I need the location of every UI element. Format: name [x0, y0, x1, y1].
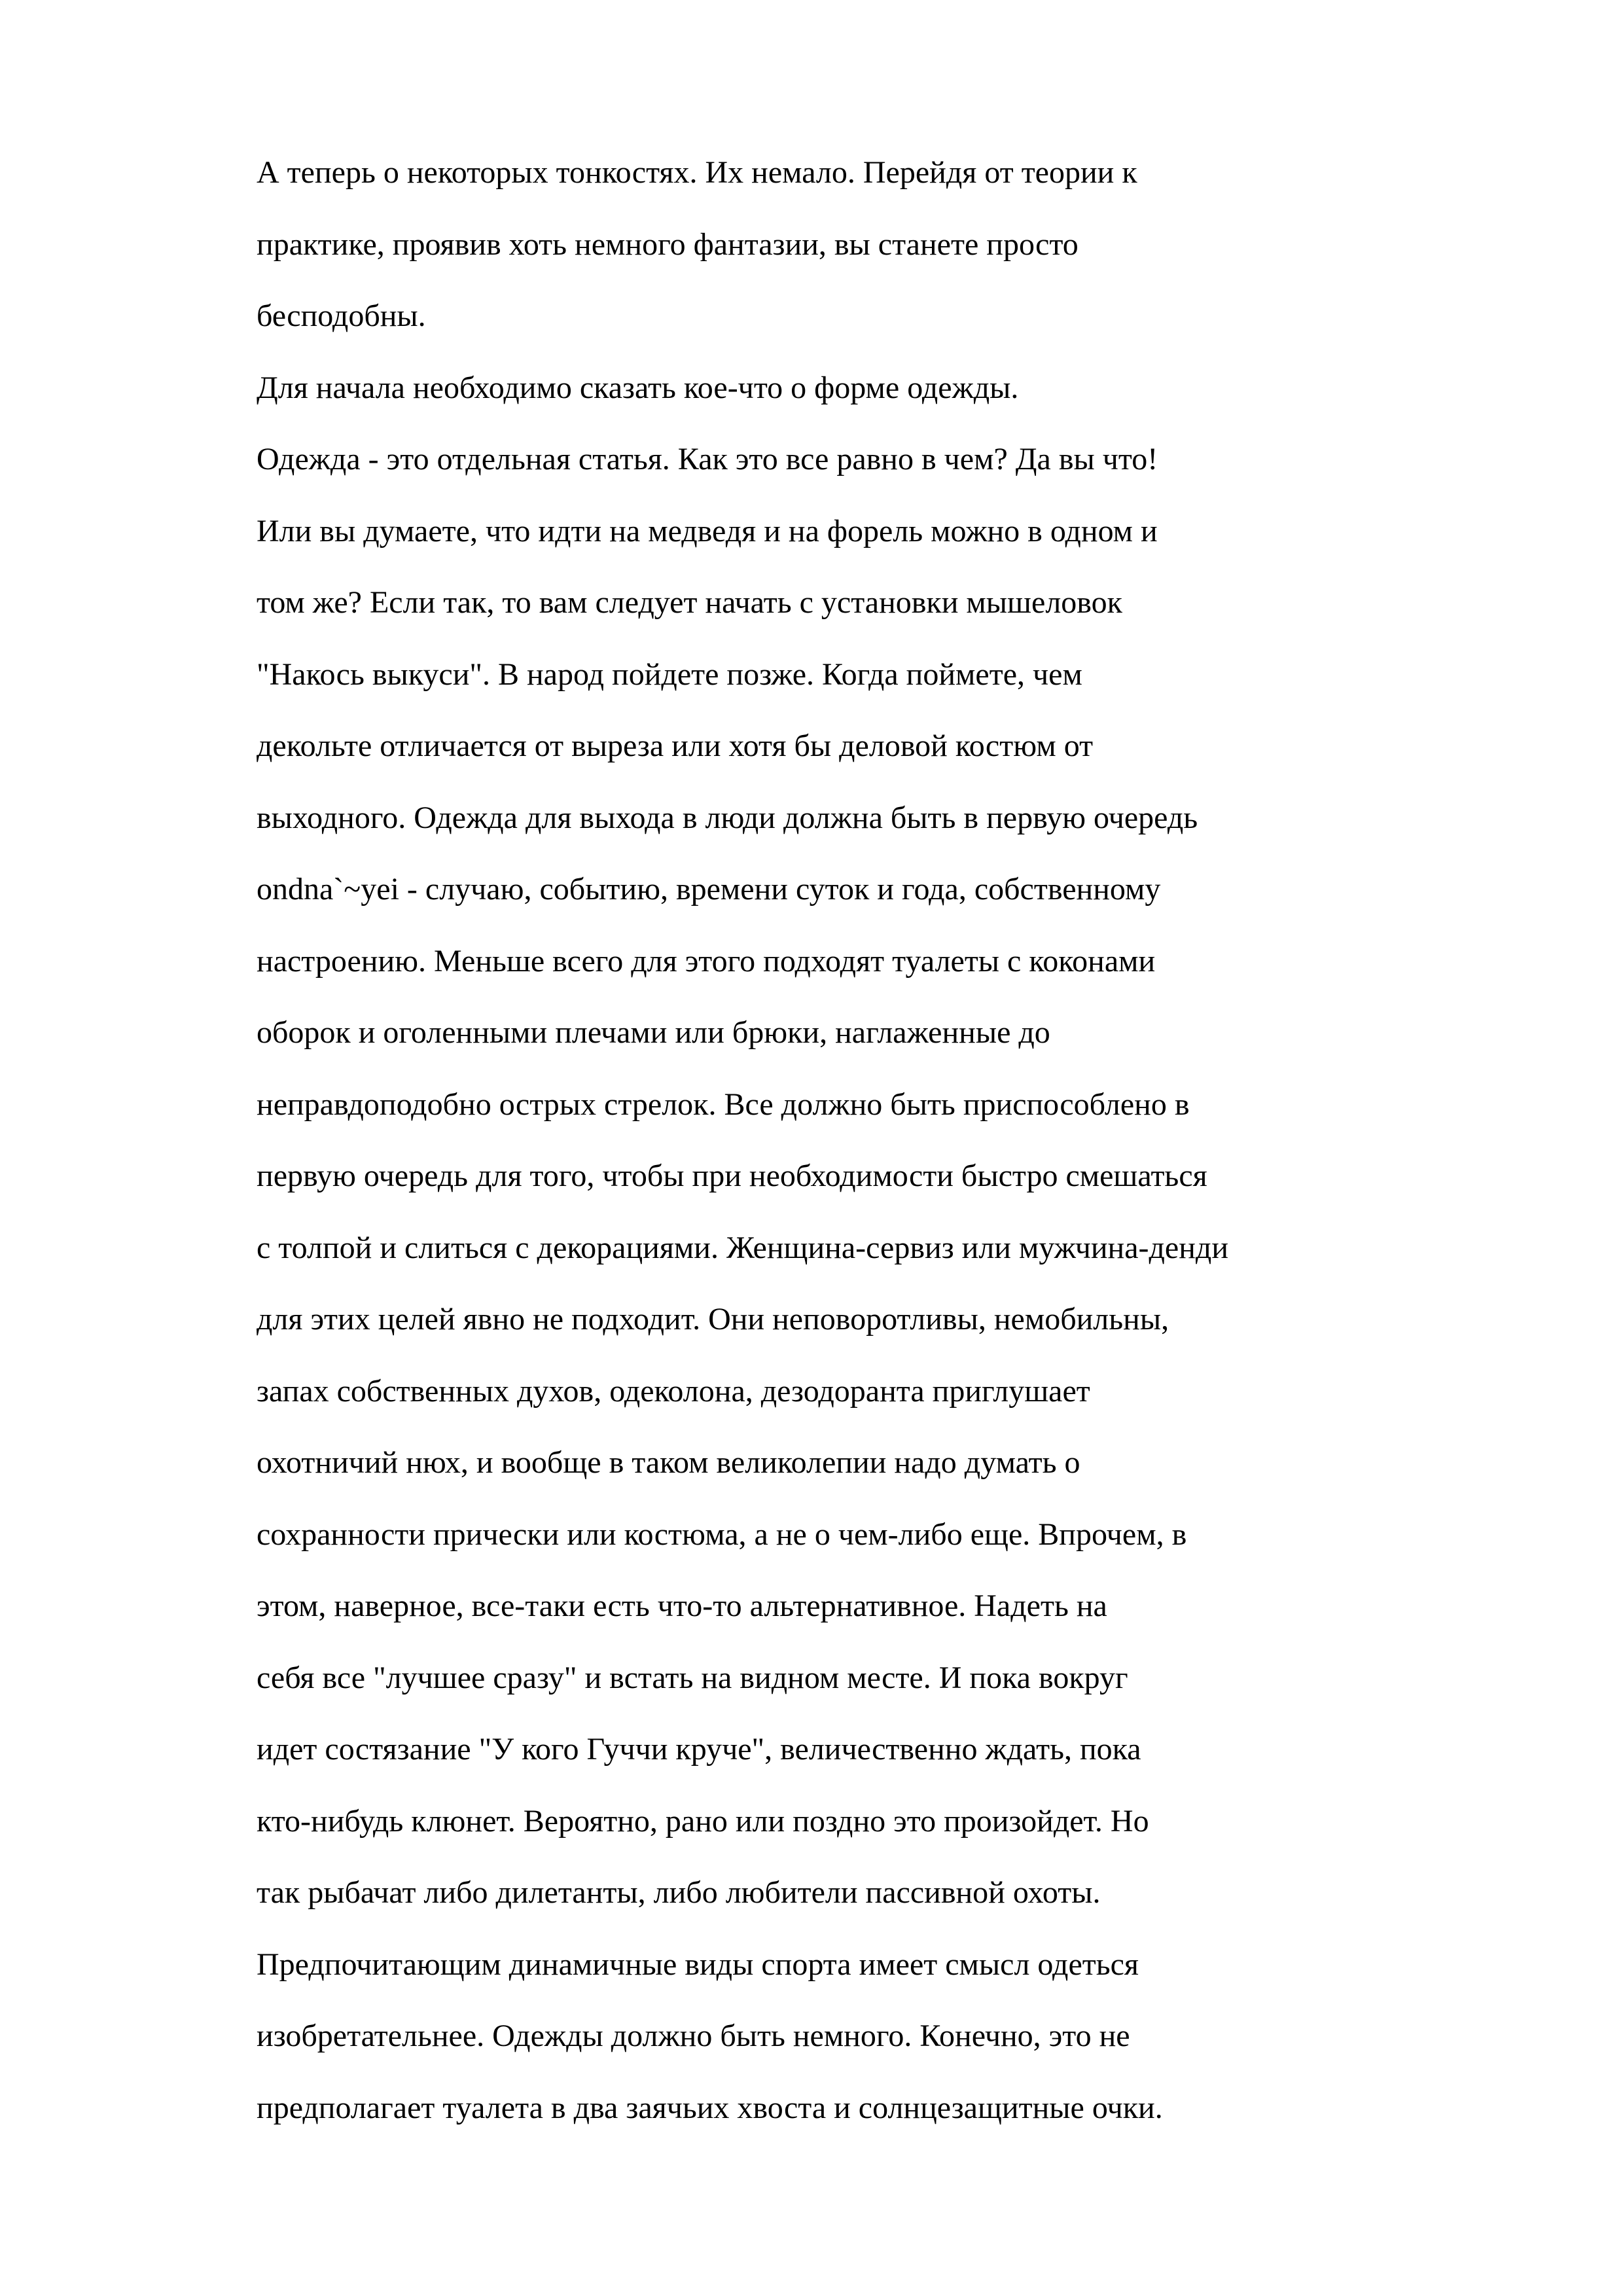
text-line: изобретательнее. Одежды должно быть немного. Конечно, это не: [257, 2018, 1130, 2053]
text-line: так рыбачат либо дилетанты, либо любители пассивной охоты.: [257, 1875, 1101, 1910]
text-line: декольте отличается от выреза или хотя бы деловой костюм от: [257, 728, 1094, 763]
text-line: практике, проявив хоть немного фантазии, вы станете просто: [257, 226, 1079, 262]
text-line: охотничий нюх, и вообще в таком великолепии надо думать о: [257, 1445, 1080, 1480]
text-line: ondna`~yei - случаю, событию, времени суток и года, собственному: [257, 872, 1161, 906]
text-line: предполагает туалета в два заячьих хвоста и солнцезащитные очки.: [257, 2090, 1163, 2125]
text-line: "Накось выкуси". В народ пойдете позже. Когда поймете, чем: [257, 656, 1082, 692]
text-line: идет состязание "У кого Гуччи круче", величественно ждать, пока: [257, 1732, 1141, 1767]
text-line: неправдоподобно острых стрелок. Все должно быть приспособлено в: [257, 1086, 1190, 1122]
text-line: сохранности прически или костюма, а не о чем-либо еще. Впрочем, в: [257, 1516, 1187, 1552]
text-line: бесподобны.: [257, 298, 426, 333]
text-line: выходного. Одежда для выхода в люди должна быть в первую очередь: [257, 800, 1198, 835]
text-line: том же? Если так, то вам следует начать с установки мышеловок: [257, 585, 1122, 620]
text-line: настроению. Меньше всего для этого подходят туалеты с коконами: [257, 943, 1156, 978]
text-line: кто-нибудь клюнет. Вероятно, рано или поздно это произойдет. Но: [257, 1803, 1149, 1839]
text-line: первую очередь для того, чтобы при необходимости быстро смешаться: [257, 1158, 1207, 1193]
text-line: Одежда - это отдельная статья. Как это все равно в чем? Да вы что!: [257, 442, 1158, 476]
text-line: себя все "лучшее сразу" и встать на видном месте. И пока вокруг: [257, 1660, 1128, 1695]
text-line: запах собственных духов, одеколона, дезодоранта приглушает: [257, 1373, 1090, 1408]
body-text: [257, 152, 1421, 2159]
text-line: Предпочитающим динамичные виды спорта имеет смысл одеться: [257, 1946, 1139, 1982]
text-line: с толпой и слиться с декорациями. Женщина-сервиз или мужчина-денди: [257, 1230, 1229, 1265]
text-line: Для начала необходимо сказать кое-что о форме одежды.: [257, 370, 1019, 405]
text-line: оборок и оголенными плечами или брюки, наглаженные до: [257, 1015, 1050, 1050]
text-line: для этих целей явно не подходит. Они неповоротливы, немобильны,: [257, 1302, 1169, 1336]
text-line: А теперь о некоторых тонкостях. Их немало. Перейдя от теории к: [257, 155, 1137, 190]
text-line: этом, наверное, все-таки есть что-то альтернативное. Надеть на: [257, 1588, 1107, 1623]
text-line: Или вы думаете, что идти на медведя и на форель можно в одном и: [257, 513, 1158, 548]
